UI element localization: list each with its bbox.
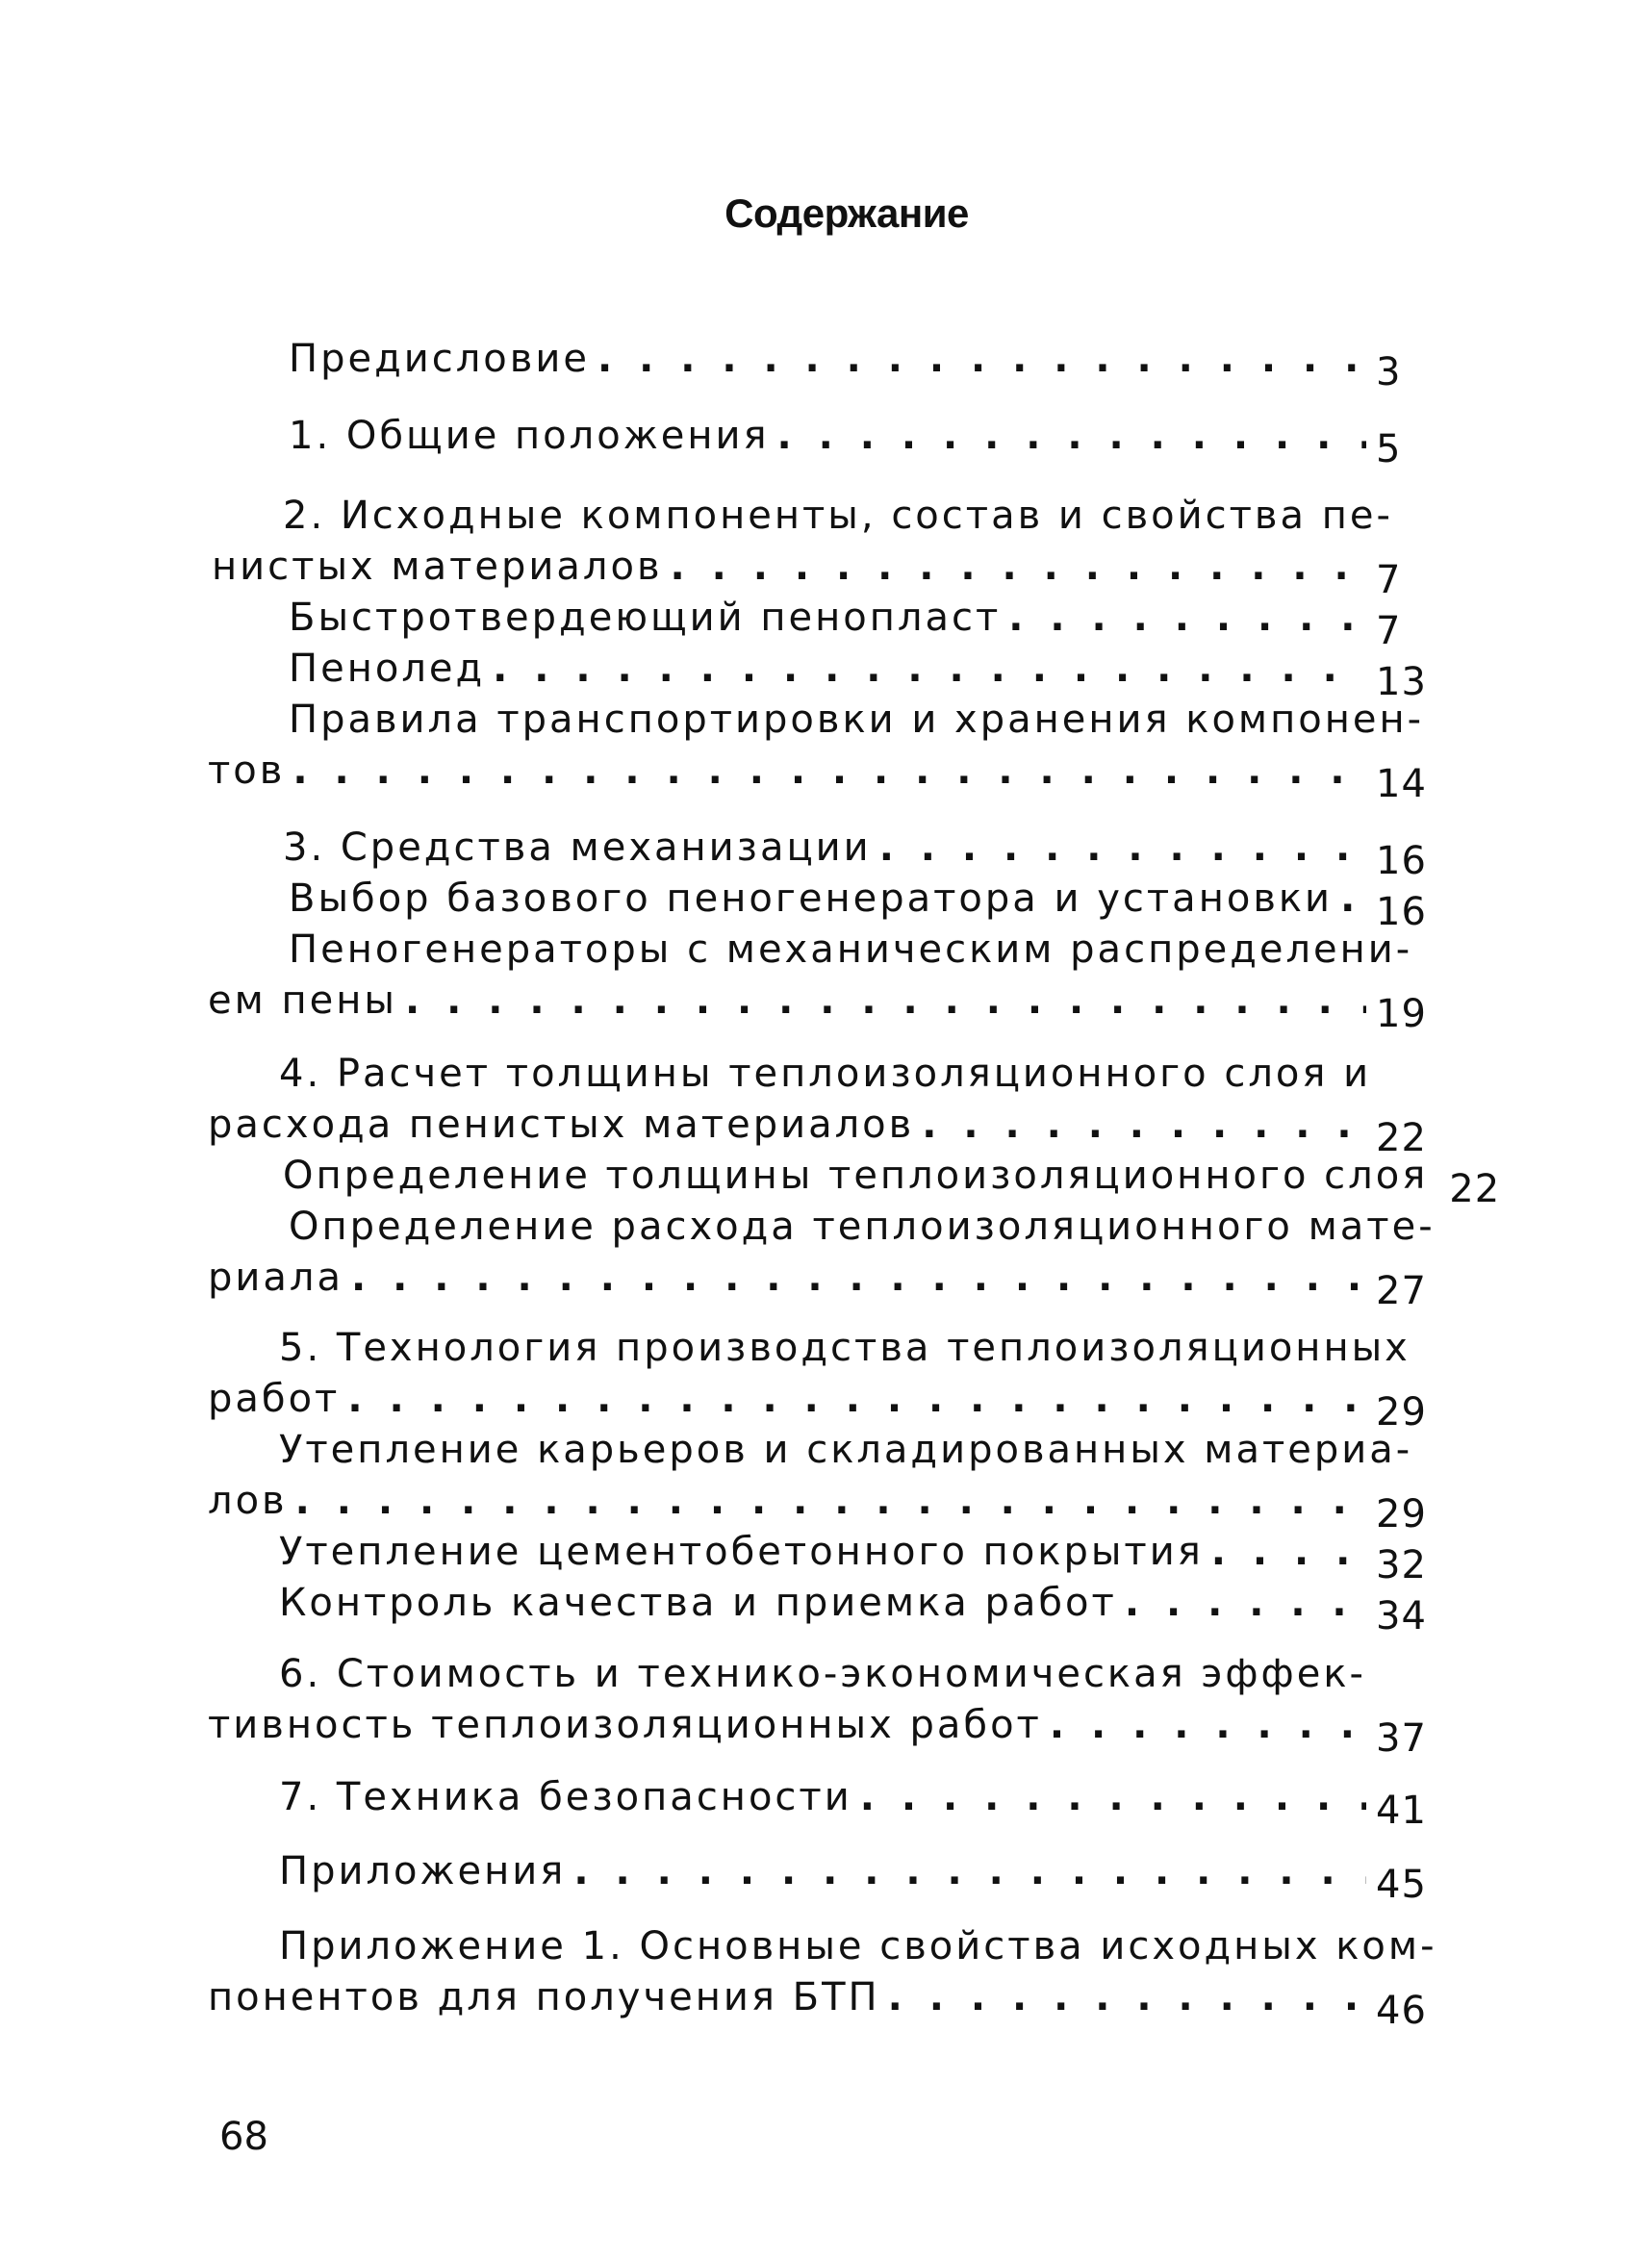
toc-entry-page: 45 — [1376, 1863, 1427, 1907]
toc-entry-title: Предисловие — [289, 337, 590, 381]
toc-entry-title: работ — [208, 1377, 341, 1421]
toc-entry-page: 22 — [1449, 1167, 1501, 1211]
toc-entry-title: Быстротвердеющий пенопласт — [289, 596, 1002, 640]
toc-entry-page: 34 — [1376, 1594, 1427, 1638]
toc-entry-page: 29 — [1376, 1390, 1427, 1435]
toc-entry[interactable] — [208, 1377, 1443, 1435]
leader-dots — [351, 1256, 1366, 1300]
leader-dots — [573, 1849, 1366, 1893]
leader-dots — [405, 978, 1366, 1023]
toc-entry[interactable] — [279, 1326, 1411, 1370]
leader-dots — [671, 545, 1366, 589]
toc-entry-title: нистых материалов — [212, 545, 663, 589]
toc-entry-title: Выбор базового пеногенератора и установки — [289, 876, 1334, 921]
toc-entry-title: тивность теплоизоляционных работ — [208, 1703, 1042, 1747]
toc-entry-title: 1. Общие положения — [289, 414, 770, 458]
toc-entry[interactable] — [279, 1581, 1443, 1638]
toc-entry-page: 3 — [1376, 350, 1402, 394]
toc-entry[interactable] — [212, 545, 1443, 602]
leader-dots — [493, 647, 1366, 691]
toc-entry[interactable] — [208, 1103, 1443, 1160]
toc-entry-title: 7. Техника безопасности — [279, 1775, 852, 1819]
toc-entry-title: понентов для получения БТП — [208, 1975, 880, 2019]
leader-dots — [1125, 1581, 1366, 1625]
toc-entry[interactable] — [208, 1975, 1443, 2033]
toc-entry[interactable] — [289, 647, 1443, 704]
leader-dots — [922, 1103, 1366, 1147]
toc-entry-title: ем пены — [208, 978, 397, 1023]
toc-entry-page: 16 — [1376, 839, 1427, 883]
toc-entry-page: 16 — [1376, 890, 1427, 934]
toc-entry[interactable] — [208, 978, 1443, 1036]
toc-entry[interactable] — [289, 698, 1425, 742]
toc-entry-title: Правила транспортировки и хранения компонен- — [289, 698, 1425, 742]
toc-entry[interactable] — [279, 1849, 1443, 1907]
toc-entry[interactable] — [289, 876, 1443, 934]
toc-entry-title: 3. Средства механизации — [283, 825, 872, 870]
leader-dots — [860, 1775, 1366, 1819]
toc-entry-title: 5. Технология производства теплоизоляционных — [279, 1326, 1411, 1370]
leader-dots — [597, 337, 1366, 381]
leader-dots — [295, 1479, 1366, 1523]
leader-dots — [888, 1975, 1366, 2019]
toc-entry-title: 4. Расчет толщины теплоизоляционного слоя и — [279, 1052, 1372, 1096]
toc-entry[interactable] — [279, 1428, 1413, 1472]
toc-entry[interactable] — [279, 1924, 1437, 1968]
toc-entry-title: Приложение 1. Основные свойства исходных ком- — [279, 1924, 1437, 1968]
toc-entry[interactable] — [208, 1703, 1443, 1761]
leader-dots — [1340, 876, 1366, 921]
toc-entry-title: Контроль качества и приемка работ — [279, 1581, 1117, 1625]
toc-entry-title: Определение расхода теплоизоляционного мате- — [289, 1205, 1436, 1249]
toc-entry[interactable] — [279, 1775, 1443, 1833]
leader-dots — [347, 1377, 1366, 1421]
toc-entry-page: 41 — [1376, 1789, 1427, 1833]
leader-dots — [777, 414, 1366, 458]
toc-entry-page: 29 — [1376, 1492, 1427, 1536]
page-title: Содержание — [724, 190, 969, 236]
leader-dots — [292, 749, 1366, 793]
toc-entry[interactable] — [208, 1479, 1443, 1536]
toc-entry-page: 14 — [1376, 762, 1427, 806]
toc-entry-page: 27 — [1376, 1269, 1427, 1313]
toc-entry[interactable] — [283, 825, 1443, 883]
toc-entry-page: 46 — [1376, 1989, 1427, 2033]
toc-entry-title: риала — [208, 1256, 343, 1300]
toc-entry-page: 7 — [1376, 558, 1402, 602]
toc-entry[interactable] — [289, 596, 1443, 653]
toc-entry-title: Определение толщины теплоизоляционного слоя — [283, 1154, 1429, 1198]
toc-entry-title: Пенолед — [289, 647, 486, 691]
toc-entry[interactable] — [279, 1530, 1443, 1587]
toc-entry-page: 37 — [1376, 1716, 1427, 1761]
leader-dots — [879, 825, 1366, 870]
toc-entry-page: 19 — [1376, 992, 1427, 1036]
toc-entry[interactable] — [279, 1652, 1385, 1696]
toc-entry[interactable] — [289, 1205, 1436, 1249]
toc-entry-title: Утепление цементобетонного покрытия — [279, 1530, 1204, 1574]
toc-entry-title: 6. Стоимость и технико-экономическая эффек- — [279, 1652, 1366, 1696]
toc-entry-title: тов — [208, 749, 286, 793]
toc-entry[interactable] — [283, 494, 1393, 538]
toc-entry-title: Приложения — [279, 1849, 567, 1893]
toc-entry-title: Утепление карьеров и складированных материа- — [279, 1428, 1413, 1472]
toc-entry[interactable] — [283, 1154, 1501, 1211]
leader-dots — [1050, 1703, 1366, 1747]
toc-entry-title: лов — [208, 1479, 288, 1523]
leader-dots — [1008, 596, 1366, 640]
toc-entry-page: 7 — [1376, 609, 1402, 653]
toc-entry[interactable] — [289, 337, 1443, 394]
toc-entry[interactable] — [289, 927, 1413, 972]
toc-entry-title: Пеногенераторы с механическим распределени- — [289, 927, 1413, 972]
toc-entry-page: 22 — [1376, 1116, 1427, 1160]
page-number: 68 — [219, 2115, 268, 2159]
toc-entry[interactable] — [208, 749, 1443, 806]
toc-entry-title: расхода пенистых материалов — [208, 1103, 915, 1147]
toc-entry[interactable] — [208, 1256, 1443, 1313]
toc-entry[interactable] — [289, 414, 1443, 471]
toc-entry-page: 32 — [1376, 1543, 1427, 1587]
toc-entry[interactable] — [279, 1052, 1385, 1096]
toc-entry-page: 5 — [1376, 427, 1402, 471]
leader-dots — [1211, 1530, 1366, 1574]
toc-entry-title: 2. Исходные компоненты, состав и свойства пе- — [283, 494, 1393, 538]
toc-entry-page: 13 — [1376, 660, 1427, 704]
